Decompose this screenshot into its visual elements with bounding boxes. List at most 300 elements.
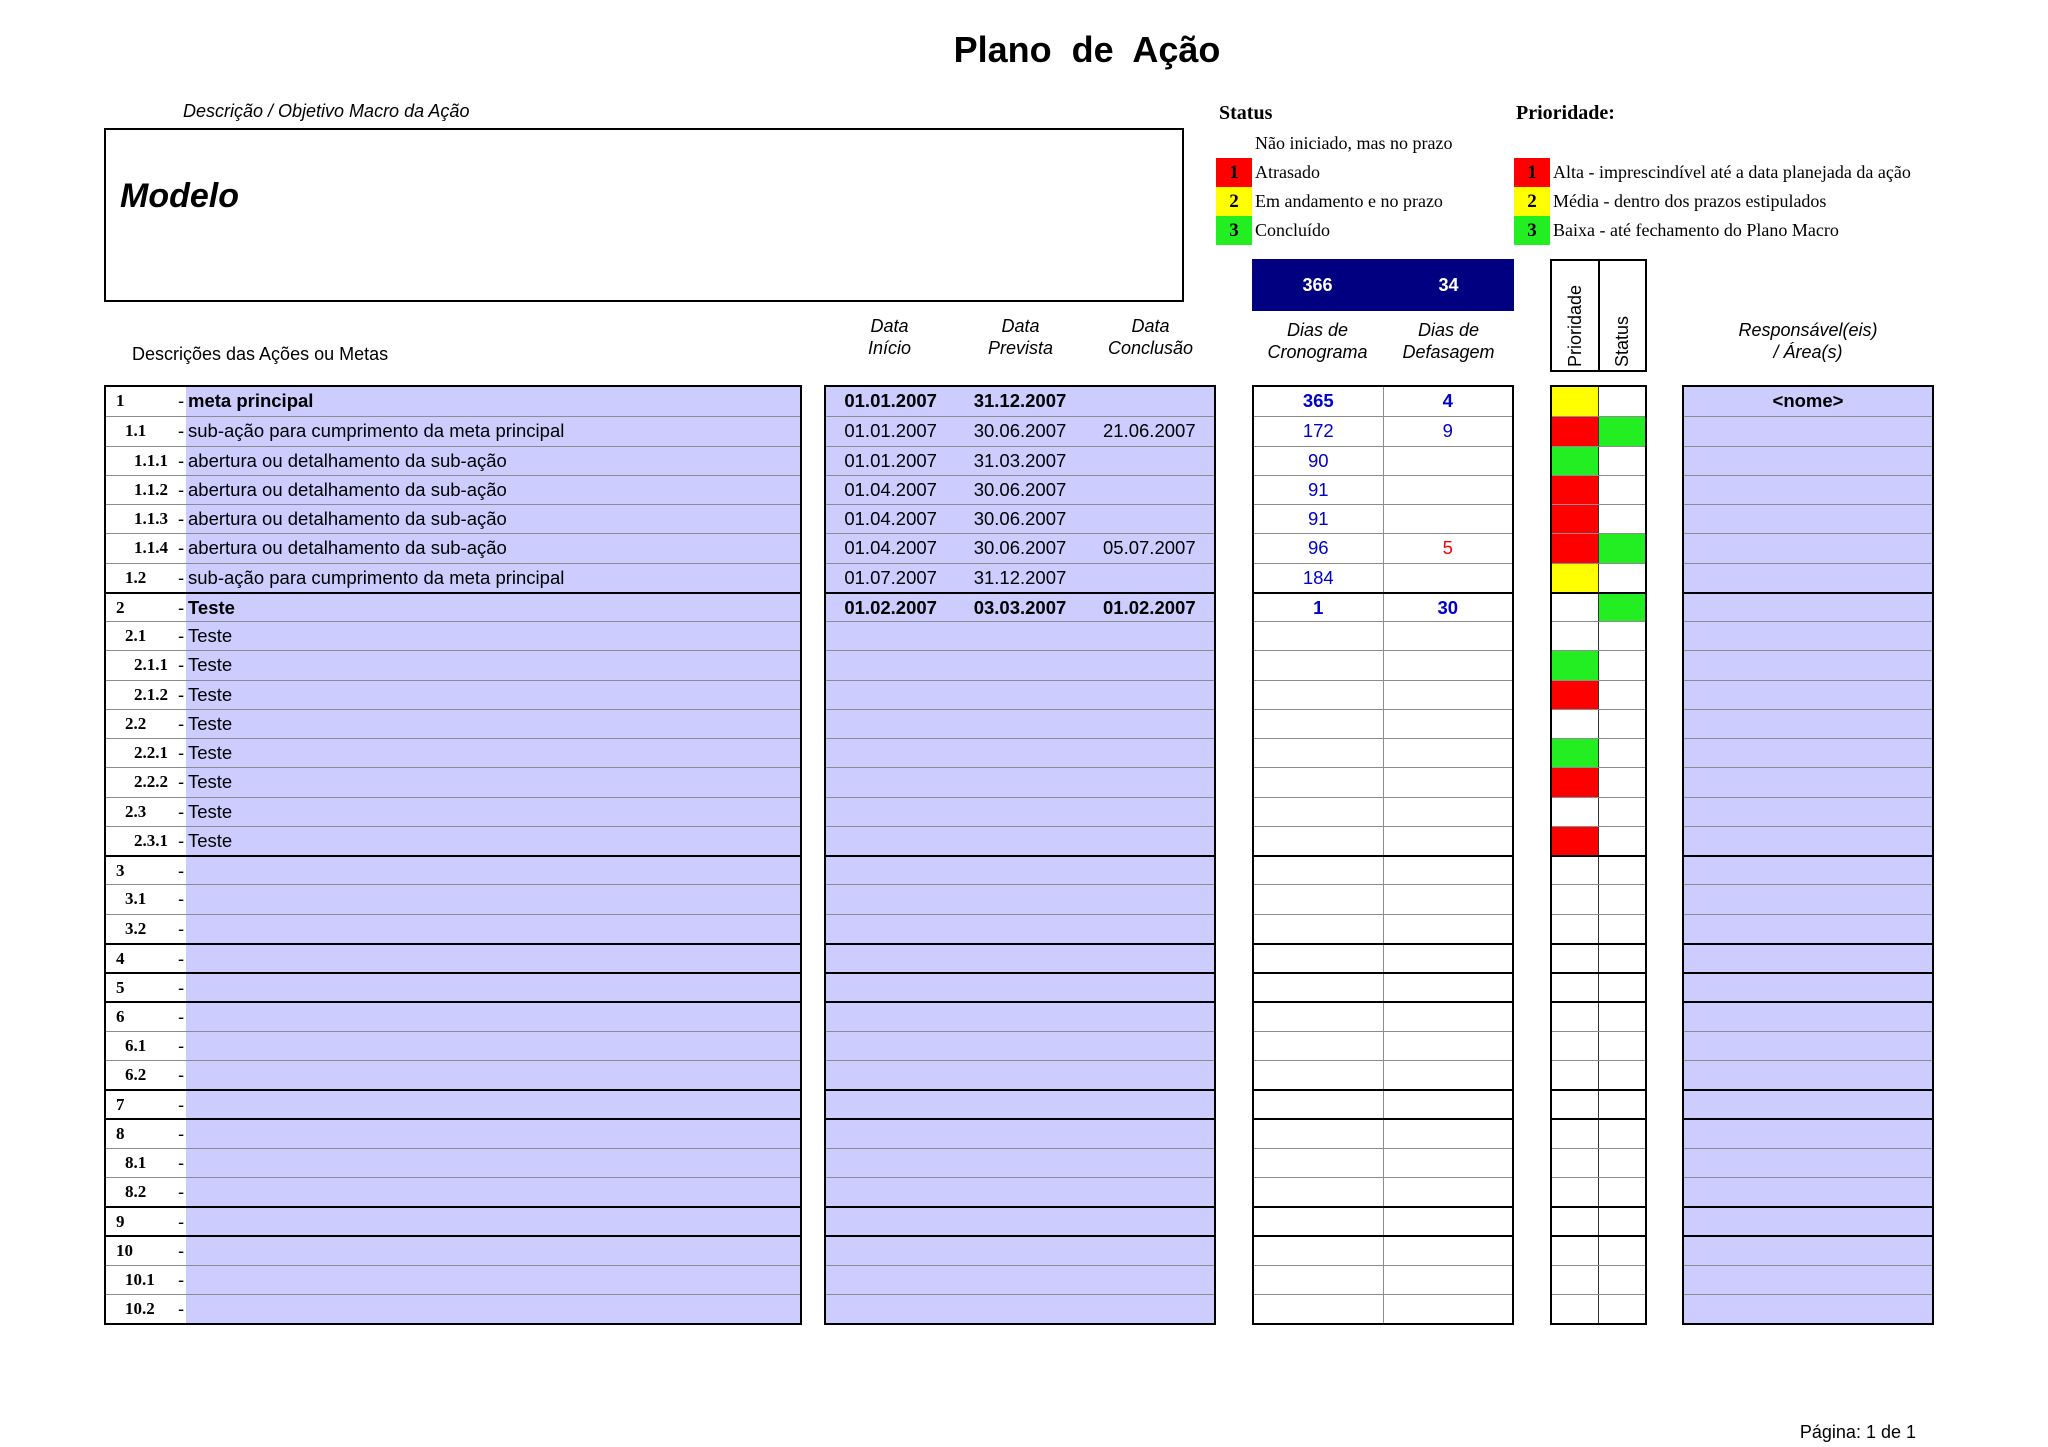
cell-prioridade-flag (1552, 710, 1599, 738)
cell-dias-defasagem (1384, 1266, 1513, 1294)
description-row (106, 1148, 800, 1177)
cell-dias-cronograma: 172 (1254, 417, 1384, 445)
cell-status-flag (1599, 798, 1645, 826)
row-separator: - (178, 390, 185, 411)
flags-row (1552, 592, 1645, 621)
cell-data-prevista: 30.06.2007 (973, 508, 1067, 529)
row-description: abertura ou detalhamento da sub-ação (186, 505, 800, 533)
cell-data-conclusao (1085, 564, 1214, 592)
row-separator: - (178, 1006, 185, 1028)
cell-data-conclusao (1085, 447, 1214, 475)
days-row (1254, 416, 1512, 445)
responsible-row (1684, 563, 1932, 592)
cell-data-inicio (826, 681, 955, 709)
row-number: 2.1.2 (106, 681, 186, 709)
responsible-row (1684, 416, 1932, 445)
description-row (106, 1031, 800, 1060)
cell-status-flag (1599, 974, 1645, 1001)
cell-status-flag (1599, 622, 1645, 650)
cell-data-inicio (826, 857, 955, 884)
status-swatch-2: 2 (1216, 187, 1252, 216)
flags-row (1552, 475, 1645, 504)
row-number: 2.2 (106, 710, 186, 738)
days-row (1254, 797, 1512, 826)
days-row (1254, 563, 1512, 592)
row-number: 1.1 (106, 417, 186, 445)
row-separator: - (178, 566, 185, 588)
cell-data-inicio (826, 915, 955, 943)
row-number: 7 (106, 1091, 186, 1118)
cell-status-flag (1599, 710, 1645, 738)
responsible-row (1684, 943, 1932, 972)
flags-row (1552, 709, 1645, 738)
cell-data-prevista (955, 945, 1084, 972)
cell-data-inicio (826, 974, 955, 1001)
cell-data-inicio (826, 1149, 955, 1177)
description-row (106, 387, 800, 416)
row-separator: - (178, 829, 185, 851)
cell-responsavel (1684, 1237, 1932, 1264)
cell-data-inicio (826, 885, 955, 913)
cell-dias-cronograma: 96 (1254, 534, 1384, 562)
cell-dias-cronograma (1254, 1237, 1384, 1264)
row-separator: - (178, 596, 185, 618)
cell-data-inicio (826, 651, 955, 679)
responsible-row (1684, 1089, 1932, 1118)
dates-block (824, 385, 1216, 1325)
responsible-row (1684, 914, 1932, 943)
cell-prioridade-flag (1552, 417, 1599, 445)
description-row (106, 1118, 800, 1147)
cell-dias-defasagem (1384, 1237, 1513, 1264)
description-row (106, 738, 800, 767)
cell-dias-defasagem (1384, 476, 1513, 504)
row-number: 2.2.2 (106, 768, 186, 796)
header-descricoes: Descrições das Ações ou Metas (132, 344, 389, 364)
cell-prioridade-flag (1552, 1149, 1599, 1177)
row-separator: - (178, 771, 185, 793)
cell-dias-defasagem (1384, 447, 1513, 475)
description-row (106, 767, 800, 796)
days-row (1254, 884, 1512, 913)
cell-data-conclusao (1085, 945, 1214, 972)
dates-row (826, 416, 1214, 445)
dates-row (826, 1118, 1214, 1147)
cell-responsavel (1684, 1120, 1932, 1147)
cell-data-inicio (826, 1061, 955, 1089)
responsible-row (1684, 972, 1932, 1001)
cell-responsavel (1684, 594, 1932, 621)
cell-prioridade-flag (1552, 387, 1599, 416)
cell-data-inicio: 01.01.2007 (844, 420, 937, 442)
dates-row (826, 826, 1214, 855)
dates-row (826, 1206, 1214, 1235)
responsible-row (1684, 709, 1932, 738)
description-row (106, 680, 800, 709)
cell-status-flag (1599, 945, 1645, 972)
cell-status-flag (1599, 739, 1645, 767)
cell-data-inicio (826, 710, 955, 738)
days-row (1254, 1294, 1512, 1323)
cell-dias-defasagem (1384, 1032, 1513, 1060)
cell-dias-defasagem (1384, 1178, 1513, 1206)
row-separator: - (178, 683, 185, 705)
row-description: Teste (186, 651, 800, 679)
cell-data-prevista (955, 1003, 1084, 1030)
cell-prioridade-flag (1552, 885, 1599, 913)
cell-data-conclusao (1085, 974, 1214, 1001)
responsible-row (1684, 446, 1932, 475)
cell-data-conclusao (1085, 681, 1214, 709)
cell-prioridade-flag (1552, 1295, 1599, 1323)
flags-row (1552, 621, 1645, 650)
totals-bar (1252, 259, 1514, 311)
row-separator: - (178, 800, 185, 822)
cell-responsavel (1684, 534, 1932, 562)
cell-data-prevista: 30.06.2007 (973, 537, 1067, 559)
dates-row (826, 533, 1214, 562)
cell-prioridade-flag (1552, 594, 1599, 621)
responsible-row (1684, 797, 1932, 826)
cell-data-inicio: 01.01.2007 (844, 390, 937, 411)
cell-data-inicio (826, 1091, 955, 1118)
row-description: Teste (186, 622, 800, 650)
responsible-row (1684, 475, 1932, 504)
cell-status-flag (1599, 1266, 1645, 1294)
cell-dias-cronograma (1254, 857, 1384, 884)
cell-dias-defasagem (1384, 1061, 1513, 1089)
header-data-conclusao: Data Conclusão (1107, 316, 1194, 358)
cell-data-inicio (826, 1178, 955, 1206)
row-description (186, 885, 800, 913)
cell-dias-defasagem (1384, 945, 1513, 972)
responsible-row (1684, 1177, 1932, 1206)
responsible-row (1684, 1148, 1932, 1177)
cell-responsavel (1684, 1003, 1932, 1030)
row-separator: - (178, 1240, 185, 1262)
days-row (1254, 826, 1512, 855)
cell-dias-cronograma: 90 (1254, 447, 1384, 475)
cell-data-inicio (826, 1032, 955, 1060)
cell-status-flag (1599, 768, 1645, 796)
description-row (106, 797, 800, 826)
row-number: 6.2 (106, 1061, 186, 1089)
dates-row (826, 884, 1214, 913)
days-row (1254, 592, 1512, 621)
row-description (186, 1178, 800, 1206)
cell-status-flag (1599, 594, 1645, 621)
header-data-prevista: Data Prevista (987, 316, 1054, 358)
dates-row (826, 1265, 1214, 1294)
days-row (1254, 1031, 1512, 1060)
cell-responsavel (1684, 915, 1932, 943)
flags-row (1552, 943, 1645, 972)
days-row (1254, 738, 1512, 767)
cell-data-conclusao (1085, 739, 1214, 767)
responsible-row (1684, 1294, 1932, 1323)
page-title: Plano de Ação (953, 29, 1221, 70)
cell-prioridade-flag (1552, 622, 1599, 650)
cell-prioridade-flag (1552, 1091, 1599, 1118)
cell-data-inicio (826, 1266, 955, 1294)
cell-data-prevista (955, 1266, 1084, 1294)
row-separator: - (178, 712, 185, 734)
flags-row (1552, 1265, 1645, 1294)
dates-row (826, 709, 1214, 738)
dates-row (826, 446, 1214, 475)
cell-data-inicio (826, 1237, 955, 1264)
row-separator: - (178, 1211, 185, 1232)
cell-prioridade-flag (1552, 681, 1599, 709)
header-data-inicio: Data Início (867, 316, 912, 358)
cell-responsavel (1684, 974, 1932, 1001)
cell-dias-defasagem: 4 (1442, 390, 1453, 411)
row-description: meta principal (186, 387, 800, 416)
header-prioridade-cell (1552, 261, 1600, 370)
description-row (106, 1294, 800, 1323)
flags-row (1552, 387, 1645, 416)
row-description: Teste (186, 768, 800, 796)
days-row (1254, 504, 1512, 533)
row-separator: - (178, 917, 185, 939)
cell-responsavel (1684, 827, 1932, 855)
cell-status-flag (1599, 1032, 1645, 1060)
macro-description-box (104, 128, 1184, 302)
responsible-row (1684, 884, 1932, 913)
priority-status-header (1550, 259, 1647, 372)
cell-data-prevista (955, 681, 1084, 709)
row-number: 8 (106, 1120, 186, 1147)
responsible-row (1684, 738, 1932, 767)
row-description (186, 1237, 800, 1264)
flags-row (1552, 446, 1645, 475)
cell-dias-cronograma: 365 (1254, 387, 1384, 416)
cell-status-flag (1599, 885, 1645, 913)
status-legend-note: Não iniciado, mas no prazo (1255, 133, 1453, 153)
cell-data-prevista: 31.12.2007 (973, 390, 1067, 411)
header-dias-cronograma: Dias de Cronograma (1267, 320, 1368, 362)
cell-dias-cronograma (1254, 651, 1384, 679)
cell-status-flag (1599, 387, 1645, 416)
dates-row (826, 680, 1214, 709)
cell-data-inicio: 01.04.2007 (844, 478, 937, 500)
cell-prioridade-flag (1552, 1061, 1599, 1089)
row-description (186, 1091, 800, 1118)
flags-row (1552, 533, 1645, 562)
cell-dias-cronograma (1254, 1149, 1384, 1177)
row-separator: - (178, 742, 185, 763)
flags-row (1552, 1177, 1645, 1206)
flags-row (1552, 738, 1645, 767)
description-row (106, 621, 800, 650)
row-number: 3.1 (106, 885, 186, 913)
cell-dias-defasagem (1384, 681, 1513, 709)
cell-data-conclusao (1085, 1266, 1214, 1294)
description-row (106, 650, 800, 679)
row-separator: - (178, 478, 185, 500)
cell-data-conclusao (1085, 1237, 1214, 1264)
cell-data-prevista (955, 1032, 1084, 1060)
row-number: 8.1 (106, 1149, 186, 1177)
cell-data-conclusao (1085, 1120, 1214, 1147)
row-separator: - (178, 449, 185, 471)
row-number: 2.3 (106, 798, 186, 826)
cell-prioridade-flag (1552, 739, 1599, 767)
cell-dias-defasagem (1384, 885, 1513, 913)
cell-dias-cronograma (1254, 768, 1384, 796)
cell-dias-defasagem (1384, 710, 1513, 738)
cell-prioridade-flag (1552, 1120, 1599, 1147)
flags-row (1552, 416, 1645, 445)
row-description (186, 1003, 800, 1030)
days-row (1254, 1148, 1512, 1177)
row-number: 4 (106, 945, 186, 972)
cell-responsavel (1684, 1032, 1932, 1060)
cell-status-flag (1599, 1061, 1645, 1089)
cell-responsavel (1684, 622, 1932, 650)
cell-data-conclusao (1085, 915, 1214, 943)
description-row (106, 416, 800, 445)
cell-dias-cronograma (1254, 827, 1384, 855)
cell-responsavel (1684, 1208, 1932, 1235)
cell-dias-defasagem (1384, 827, 1513, 855)
cell-prioridade-flag (1552, 768, 1599, 796)
cell-data-conclusao: 01.02.2007 (1103, 596, 1196, 618)
description-row (106, 1089, 800, 1118)
cell-responsavel (1684, 739, 1932, 767)
cell-dias-defasagem: 30 (1437, 596, 1459, 618)
days-row (1254, 387, 1512, 416)
row-number: 1.2 (106, 564, 186, 592)
cell-status-flag (1599, 534, 1645, 562)
dates-row (826, 563, 1214, 592)
page-number: Página: 1 de 1 (1799, 1422, 1916, 1442)
cell-data-prevista: 31.03.2007 (973, 449, 1067, 471)
cell-prioridade-flag (1552, 827, 1599, 855)
row-number: 1.1.2 (106, 476, 186, 504)
flags-row (1552, 1235, 1645, 1264)
flags-row (1552, 1089, 1645, 1118)
row-separator: - (178, 1094, 185, 1115)
cell-dias-cronograma (1254, 1003, 1384, 1030)
days-row (1254, 1118, 1512, 1147)
description-row (106, 592, 800, 621)
cell-data-inicio (826, 827, 955, 855)
row-separator: - (178, 1180, 185, 1202)
cell-dias-cronograma (1254, 885, 1384, 913)
dates-row (826, 621, 1214, 650)
row-description (186, 945, 800, 972)
total-dias-defasagem: 34 (1438, 275, 1459, 295)
row-description: abertura ou detalhamento da sub-ação (186, 534, 800, 562)
cell-data-inicio (826, 739, 955, 767)
cell-dias-defasagem (1384, 798, 1513, 826)
cell-data-inicio (826, 945, 955, 972)
description-row (106, 563, 800, 592)
row-description (186, 1032, 800, 1060)
cell-responsavel (1684, 768, 1932, 796)
cell-prioridade-flag (1552, 857, 1599, 884)
days-row (1254, 475, 1512, 504)
row-separator: - (178, 420, 185, 442)
cell-status-flag (1599, 1091, 1645, 1118)
flags-row (1552, 1031, 1645, 1060)
cell-dias-defasagem (1384, 505, 1513, 533)
row-number: 3 (106, 857, 186, 884)
row-number: 1.1.1 (106, 447, 186, 475)
days-row (1254, 972, 1512, 1001)
responsible-row (1684, 592, 1932, 621)
cell-responsavel (1684, 885, 1932, 913)
cell-prioridade-flag (1552, 1003, 1599, 1030)
row-description: Teste (186, 798, 800, 826)
days-row (1254, 1265, 1512, 1294)
responsible-row (1684, 767, 1932, 796)
row-description (186, 1208, 800, 1235)
responsible-row (1684, 1206, 1932, 1235)
row-number: 2.3.1 (106, 827, 186, 855)
days-row (1254, 1089, 1512, 1118)
cell-data-conclusao (1085, 1178, 1214, 1206)
dates-row (826, 738, 1214, 767)
cell-dias-cronograma (1254, 1032, 1384, 1060)
cell-prioridade-flag (1552, 651, 1599, 679)
status-label-2: Em andamento e no prazo (1255, 191, 1443, 211)
cell-dias-defasagem (1384, 622, 1513, 650)
cell-data-conclusao (1085, 1032, 1214, 1060)
row-description (186, 1061, 800, 1089)
cell-data-prevista: 03.03.2007 (973, 596, 1067, 618)
cell-dias-defasagem: 5 (1442, 537, 1453, 559)
cell-dias-cronograma: 91 (1254, 476, 1384, 504)
cell-responsavel (1684, 1266, 1932, 1294)
row-number: 2 (106, 594, 186, 621)
row-separator: - (178, 888, 185, 910)
row-separator: - (178, 1034, 185, 1056)
priority-label-2: Média - dentro dos prazos estipulados (1553, 191, 1827, 211)
days-row (1254, 709, 1512, 738)
cell-responsavel (1684, 505, 1932, 533)
status-label-1: Atrasado (1255, 162, 1320, 182)
cell-dias-cronograma: 1 (1254, 594, 1384, 621)
cell-responsavel (1684, 798, 1932, 826)
cell-status-flag (1599, 417, 1645, 445)
description-row (106, 972, 800, 1001)
cell-responsavel (1684, 710, 1932, 738)
cell-dias-cronograma (1254, 710, 1384, 738)
row-separator: - (178, 508, 185, 529)
days-row (1254, 650, 1512, 679)
priority-label-3: Baixa - até fechamento do Plano Macro (1553, 220, 1839, 240)
cell-dias-cronograma (1254, 1266, 1384, 1294)
cell-data-conclusao (1085, 1091, 1214, 1118)
row-description (186, 915, 800, 943)
description-row (106, 1177, 800, 1206)
header-dias-defasagem: Dias de Defasagem (1402, 320, 1495, 362)
row-description: sub-ação para cumprimento da meta principal (186, 564, 800, 592)
row-number: 6 (106, 1003, 186, 1030)
row-description (186, 1120, 800, 1147)
cell-status-flag (1599, 447, 1645, 475)
days-row (1254, 1177, 1512, 1206)
cell-responsavel (1684, 476, 1932, 504)
cell-prioridade-flag (1552, 505, 1599, 533)
cell-dias-cronograma (1254, 945, 1384, 972)
cell-prioridade-flag (1552, 974, 1599, 1001)
cell-status-flag (1599, 827, 1645, 855)
flags-row (1552, 1118, 1645, 1147)
responsible-row (1684, 650, 1932, 679)
